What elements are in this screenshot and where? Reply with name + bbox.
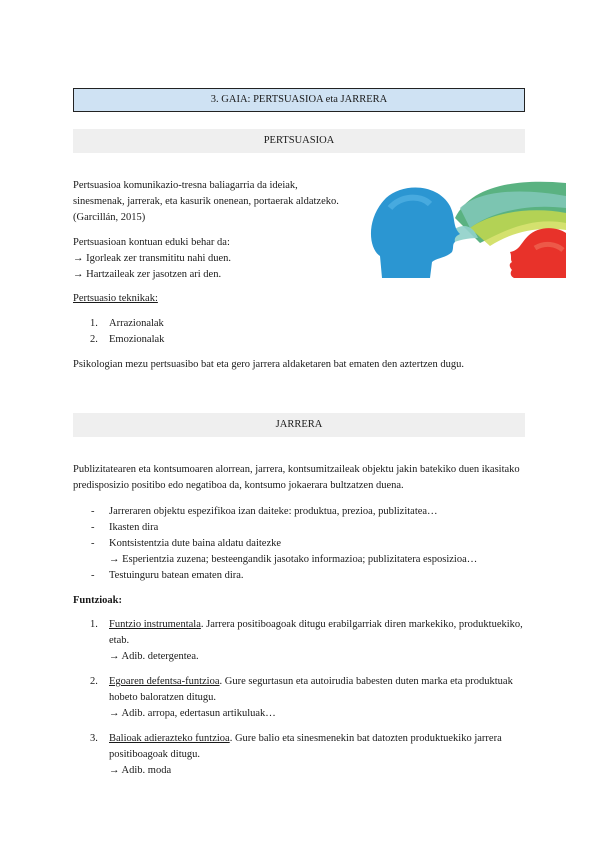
funtzio-desc: . Gure segurtasun eta autoirudia babesten duten marka eta produktuak hobeto baloratzen ditugu. (109, 676, 513, 703)
funtzioak-title: Funtzioak: (73, 595, 123, 606)
list-item: - Testuinguru batean ematen dira. (91, 570, 244, 581)
funtzio-name: Egoaren defentsa-funtzioa (109, 676, 220, 687)
kontuan-title: Pertsuasioan kontuan eduki behar da: (73, 237, 230, 248)
page-title: 3. GAIA: PERTSUASIOA eta JARRERA (73, 88, 525, 112)
list-item-text: Kontsistentzia dute baina aldatu daitezke (109, 538, 282, 549)
list-item-text: Ikasten dira (109, 522, 159, 533)
teknikak-list (73, 316, 373, 348)
list-number: 3. (90, 733, 98, 744)
section-heading-pertsuasioa: PERTSUASIOA (73, 129, 525, 153)
teknikak-title: Pertsuasio teknikak: (73, 293, 158, 304)
section-heading-jarrera: JARRERA (73, 413, 525, 437)
funtzio-desc: . Jarrera positiboagoak ditugu erabilgarriak diren markekiko, produktuekiko, etab. (109, 619, 523, 646)
funtzio-desc: . Gure balio eta sinesmenekin bat datozten produktuekiko jarrera positiboagoak ditugu. (109, 733, 502, 760)
funtzio-example: → Adib. moda (109, 765, 172, 776)
psikologia-text: Psikologian mezu pertsuasibo bat eta gero jarrera aldaketaren bat ematen den aztertzen dugu. (73, 359, 464, 370)
kontuan-block (73, 235, 353, 283)
heads-illustration-image (360, 178, 566, 278)
funtzio-example: → Adib. detergentea. (109, 651, 199, 662)
list-item (73, 617, 528, 665)
list-item (73, 731, 528, 779)
list-item-text: Jarreraren objektu espezifikoa izan daiteke: produktua, prezioa, publizitatea… (109, 506, 438, 517)
list-item (73, 674, 528, 722)
list-item: - Ikasten dira (91, 522, 159, 533)
kontuan-item: → Hartzaileak zer jasotzen ari den. (73, 269, 222, 280)
kontuan-item: → Igorleak zer transmititu nahi duen. (73, 253, 232, 264)
list-item: 1. Arrazionalak (90, 318, 164, 329)
list-item: - Kontsistentzia dute baina aldatu daitezke → Esperientzia zuzena; besteengandik jasotako informazioa; publizitatera esposizioa… (91, 538, 478, 565)
list-item-text: Arrazionalak (109, 318, 164, 329)
list-item-subtext: → Esperientzia zuzena; besteengandik jasotako informazioa; publizitatera esposizioa… (109, 554, 478, 565)
list-item: 2. Emozionalak (90, 334, 165, 345)
funtzio-name: Funtzio instrumentala (109, 619, 201, 630)
list-number: 2. (90, 676, 98, 687)
jarrera-characteristics-list (73, 504, 533, 584)
funtzio-name: Balioak adierazteko funtzioa (109, 733, 230, 744)
list-number: 1. (90, 619, 98, 630)
funtzioak-list (73, 617, 528, 788)
pertsuasioa-intro: Pertsuasioa komunikazio-tresna baliagarria da ideiak, sinesmenak, jarrerak, eta kasurik onenean, portaerak aldatzeko. (Garcillán, 2015) (73, 180, 339, 223)
list-item: - Jarreraren objektu espezifikoa izan daiteke: produktua, prezioa, publizitatea… (91, 506, 438, 517)
jarrera-intro: Publizitatearen eta kontsumoaren alorrean, jarrera, kontsumitzaileak objektu jakin batekiko duen ikasitako predisposizio positibo edo negatiboa da, kontsumo jokaerara bultzatzen duena. (73, 464, 520, 491)
list-item-text: Emozionalak (109, 334, 165, 345)
list-item-text: Testuinguru batean ematen dira. (109, 570, 244, 581)
funtzio-example: → Adib. arropa, edertasun artikuluak… (109, 708, 276, 719)
